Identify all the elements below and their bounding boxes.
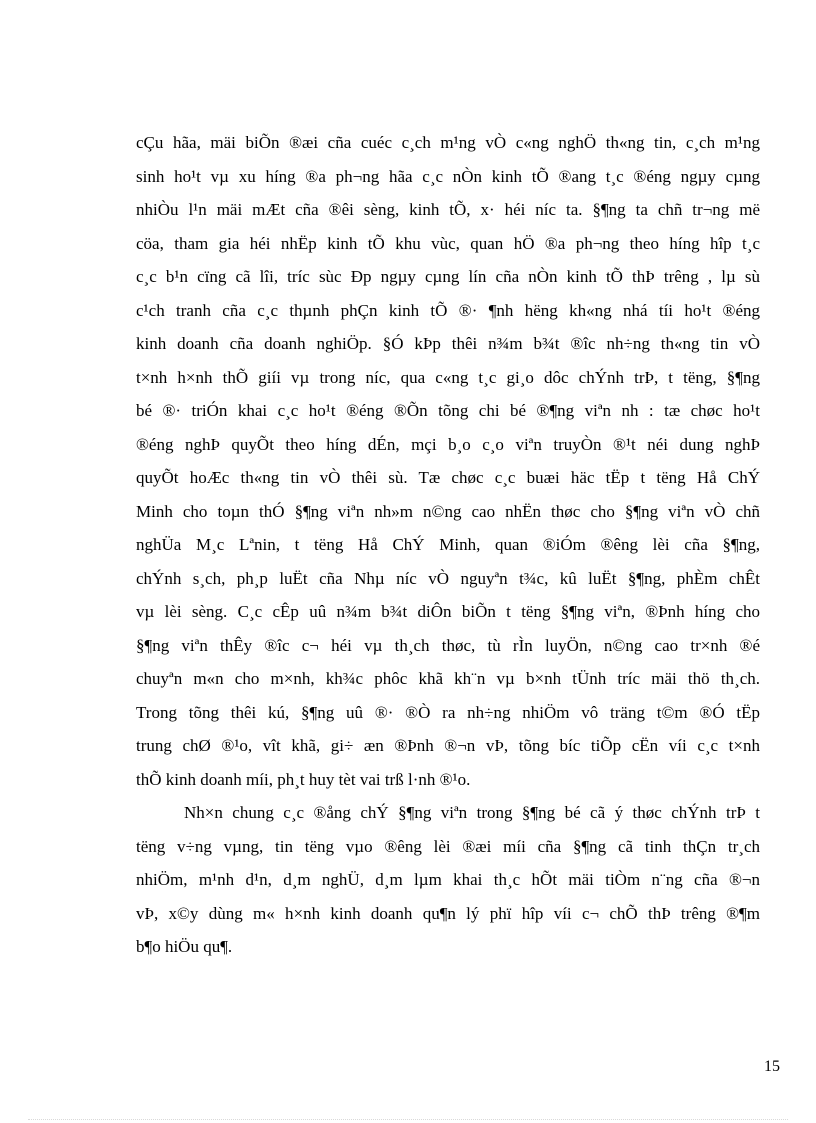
text-line: nghÜa M¸c Lªnin, t tëng Hå ChÝ Minh, quan ®iÓm ®êng lèi cña §¶ng, [136, 535, 760, 554]
text-line: c¹ch tranh cña c¸c thµnh phÇn kinh tÕ ®· ¶nh hëng kh«ng nhá tíi ho¹t ®éng [136, 301, 760, 320]
text-line: trung chØ ®¹o, vît khã, gi÷ æn ®Þnh ®¬n vÞ, tõng bíc tiÕp cËn víi c¸c t×nh [136, 736, 760, 755]
text-line: b¶o hiÖu qu¶. [136, 937, 233, 956]
text-line: chÝnh s¸ch, ph¸p luËt cña Nhµ níc vÒ nguyªn t¾c, kû luËt §¶ng, phÈm chÊt [136, 569, 760, 588]
text-line: chuyªn m«n cho m×nh, kh¾c phôc khã kh¨n vµ b×nh tÜnh tríc mäi thö th¸ch. [136, 669, 760, 688]
text-line: kinh doanh cña doanh nghiÖp. §Ó kÞp thêi n¾m b¾t ®îc nh÷ng th«ng tin vÒ [136, 334, 760, 353]
text-line: cÇu hãa, mäi biÕn ®æi cña cuéc c¸ch m¹ng vÒ c«ng nghÖ th«ng tin, c¸ch m¹ng [136, 133, 760, 152]
text-line: cöa, tham gia héi nhËp kinh tÕ khu vùc, quan hÖ ®a ph¬ng theo híng hîp t¸c [136, 234, 760, 253]
text-line: t×nh h×nh thÕ giíi vµ trong níc, qua c«ng t¸c gi¸o dôc chÝnh trÞ, t tëng, §¶ng [136, 368, 760, 387]
text-line: sinh ho¹t vµ xu híng ®a ph¬ng hãa c¸c nÒn kinh tÕ ®ang t¸c ®éng ngµy cµng [136, 167, 760, 186]
text-line: bé ®· triÓn khai c¸c ho¹t ®éng ®Õn tõng chi bé ®¶ng viªn nh : tæ chøc ho¹t [136, 401, 760, 420]
text-line: vµ lèi sèng. C¸c cÊp uû n¾m b¾t diÔn biÕn t tëng §¶ng viªn, ®Þnh híng cho [136, 602, 760, 621]
text-line: nhiÖm, m¹nh d¹n, d¸m nghÜ, d¸m lµm khai th¸c hÕt mäi tiÒm n¨ng cña ®¬n [136, 870, 760, 889]
text-line: thÕ kinh doanh míi, ph¸t huy tèt vai trß l·nh ®¹o. [136, 770, 471, 789]
text-line: nhiÒu l¹n mäi mÆt cña ®êi sèng, kinh tÕ, x· héi níc ta. §¶ng ta chñ tr¬ng më [136, 200, 760, 219]
text-line: Trong tõng thêi kú, §¶ng uû ®· ®Ò ra nh÷ng nhiÖm vô träng t©m ®Ó tËp [136, 703, 760, 722]
text-line: §¶ng viªn thÊy ®îc c¬ héi vµ th¸ch thøc, tù rÌn luyÖn, n©ng cao tr×nh ®é [136, 636, 760, 655]
footer-divider [28, 1119, 788, 1120]
text-line: vÞ, x©y dùng m« h×nh kinh doanh qu¶n lý phï hîp víi c¬ chÕ thÞ trêng ®¶m [136, 904, 760, 923]
text-line: ®éng nghÞ quyÕt theo híng dÉn, mçi b¸o c¸o viªn truyÒn ®¹t néi dung nghÞ [136, 435, 760, 454]
text-line: Nh×n chung c¸c ®ång chÝ §¶ng viªn trong §¶ng bé cã ý thøc chÝnh trÞ t [184, 803, 760, 822]
text-line: quyÕt hoÆc th«ng tin vÒ thêi sù. Tæ chøc c¸c buæi häc tËp t tëng Hå ChÝ [136, 468, 760, 487]
text-line: c¸c b¹n cïng cã lîi, tríc sùc Ðp ngµy cµng lín cña nÒn kinh tÕ thÞ trêng , lµ sù [136, 267, 760, 286]
text-line: tëng v÷ng vµng, tin tëng vµo ®êng lèi ®æi míi cña §¶ng cã tinh thÇn tr¸ch [136, 837, 760, 856]
page-number: 15 [764, 1058, 780, 1075]
text-line: Minh cho toµn thÓ §¶ng viªn nh»m n©ng cao nhËn thøc cho §¶ng viªn vÒ chñ [136, 502, 760, 521]
